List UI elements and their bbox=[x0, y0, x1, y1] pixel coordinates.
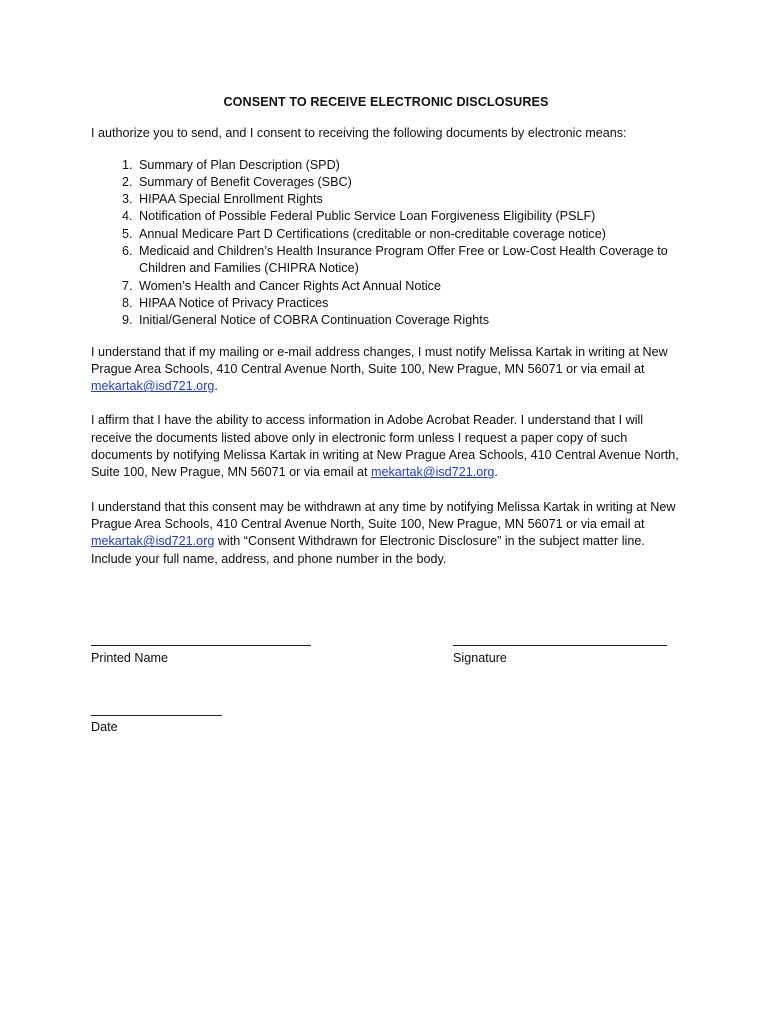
acrobat-access-paragraph bbox=[91, 412, 681, 481]
list-item: 5. Annual Medicare Part D Certifications (creditable or non-creditable coverage notice) bbox=[136, 226, 681, 243]
list-item: 9. Initial/General Notice of COBRA Continuation Coverage Rights bbox=[136, 312, 681, 329]
date-line[interactable] bbox=[91, 715, 222, 716]
list-item: 3. HIPAA Special Enrollment Rights bbox=[136, 191, 681, 208]
email-link[interactable]: mekartak@isd721.org bbox=[91, 379, 215, 394]
list-item: 1. Summary of Plan Description (SPD) bbox=[136, 157, 681, 174]
address-change-paragraph bbox=[91, 344, 681, 396]
list-item: 7. Women’s Health and Cancer Rights Act Annual Notice bbox=[136, 278, 681, 295]
printed-name-line[interactable] bbox=[91, 645, 311, 646]
intro-text: I authorize you to send, and I consent to receiving the following documents by electronic means: bbox=[91, 126, 627, 141]
paragraph-end: . bbox=[494, 465, 498, 480]
paragraph-end: with “Consent Withdrawn for Electronic Disclosure” in the subject matter line. Include your full name, address, and phone number in the body. bbox=[91, 534, 645, 566]
printed-name-label: Printed Name bbox=[91, 651, 168, 665]
signature-line[interactable] bbox=[453, 645, 667, 646]
document-title: CONSENT TO RECEIVE ELECTRONIC DISCLOSURES bbox=[223, 95, 549, 109]
date-label: Date bbox=[91, 720, 118, 734]
paragraph-text: I understand that this consent may be withdrawn at any time by notifying Melissa Kartak in writing at New Prague Area Schools, 410 Central Avenue North, Suite 100, New Prague, MN 56071 or via email at bbox=[91, 499, 676, 531]
withdrawal-paragraph bbox=[91, 499, 681, 568]
paragraph-text: I affirm that I have the ability to access information in Adobe Acrobat Reader. I understand that I will receive the documents listed above only in electronic form unless I request a paper copy of such documents by notifying Melissa Kartak in writing at New Prague Area Schools, 410 Central Avenue North, Suite 100, New Prague, MN 56071 or via email at bbox=[91, 413, 679, 480]
document-list bbox=[91, 157, 681, 330]
consent-document bbox=[91, 94, 681, 585]
signature-label: Signature bbox=[453, 651, 507, 665]
list-item: 8. HIPAA Notice of Privacy Practices bbox=[136, 295, 681, 312]
email-link[interactable]: mekartak@isd721.org bbox=[371, 465, 495, 480]
list-item: 4. Notification of Possible Federal Public Service Loan Forgiveness Eligibility (PSLF) bbox=[136, 208, 681, 225]
paragraph-text: I understand that if my mailing or e-mail address changes, I must notify Melissa Kartak in writing at New Prague Area Schools, 410 Central Avenue North, Suite 100, New Prague, MN 56071 or via email at bbox=[91, 344, 668, 376]
email-link[interactable]: mekartak@isd721.org bbox=[91, 534, 215, 549]
paragraph-end: . bbox=[214, 379, 218, 394]
list-item: 6. Medicaid and Children’s Health Insurance Program Offer Free or Low-Cost Health Coverage to Children and Families (CHIPRA Notice) bbox=[136, 243, 681, 278]
list-item: 2. Summary of Benefit Coverages (SBC) bbox=[136, 174, 681, 191]
